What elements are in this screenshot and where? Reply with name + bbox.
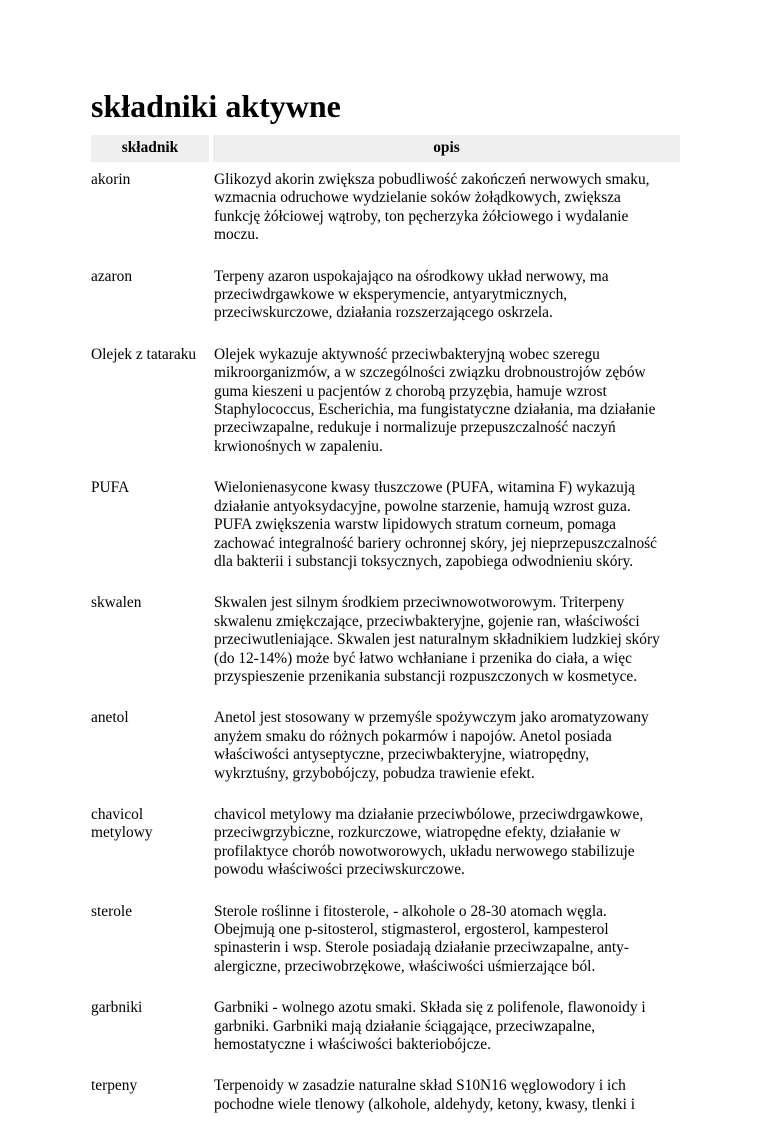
ingredient-name <box>91 259 211 337</box>
description-line: Olejek wykazuje aktywność przeciwbakteryjną wobec szeregu <box>214 345 600 363</box>
ingredient-name-line: azaron <box>91 267 133 285</box>
description-line: Obejmują one p-sitosterol, stigmasterol, ergosterol, kampesterol <box>214 921 609 938</box>
description-line: przeciwgrzybiczne, rozkurczowe, wiatropędne efekty, działanie w <box>214 824 621 842</box>
table-row <box>91 894 680 991</box>
ingredient-name <box>91 894 211 991</box>
table-row <box>91 585 680 700</box>
ingredient-name <box>91 337 211 470</box>
ingredient-name-line: terpeny <box>91 1077 138 1095</box>
ingredient-description <box>211 162 680 259</box>
ingredient-name <box>91 585 211 700</box>
description-line: PUFA zwiększenia warstw lipidowych stratum corneum, pomaga <box>214 516 616 534</box>
table-row <box>91 1068 680 1128</box>
table-row <box>91 700 680 797</box>
ingredient-name <box>91 700 211 797</box>
table-row <box>91 162 680 259</box>
description-line: działanie antyoksydacyjne, powolne starzenie, hamują wzrost guza. <box>214 497 631 515</box>
ingredient-name-line: PUFA <box>91 479 130 497</box>
ingredient-name <box>91 470 211 585</box>
description-line: anyżem smaku do różnych pokarmów i napojów. Anetol posiada <box>214 727 612 745</box>
description-line: Sterole roślinne i fitosterole, - alkohole o 28-30 atomach węgla. <box>214 902 607 920</box>
ingredient-description <box>211 585 680 700</box>
ingredient-description <box>211 990 680 1068</box>
ingredient-name-line: sterole <box>91 902 133 920</box>
description-line: dla bakterii i substancji toksycznych, zapobiega odwodnieniu skóry. <box>214 552 634 570</box>
description-line: przeciwutleniające. Skwalen jest naturalnym składnikiem ludzkiej skóry <box>214 631 660 649</box>
table-row <box>91 990 680 1068</box>
description-line: przeciwdrgawkowe w eksperymencie, antyarytmicznych, <box>214 286 568 304</box>
description-line: Terpeny azaron uspokajająco na ośrodkowy układ nerwowy, ma <box>214 267 609 285</box>
description-line: wykrztuśny, grzybobójczy, pobudza trawienie efekt. <box>214 764 535 782</box>
description-line: przeciwzapalne, redukuje i normalizuje przepuszczalność naczyń <box>214 419 616 437</box>
table-header-row <box>91 135 680 162</box>
description-line: zachować integralność bariery ochronnej skóry, jej nieprzepuszczalność <box>214 534 657 552</box>
ingredient-name-line: akorin <box>91 171 131 188</box>
description-line: chavicol metylowy ma działanie przeciwbólowe, przeciwdrgawkowe, <box>214 805 644 823</box>
column-header-name: składnik <box>91 135 211 162</box>
description-line: Glikozyd akorin zwiększa pobudliwość zakończeń nerwowych smaku, <box>214 171 650 188</box>
description-line: spinasterin i wsp. Sterole posiadają działanie przeciwzapalne, anty- <box>214 939 629 957</box>
ingredient-name <box>91 990 211 1068</box>
ingredient-description <box>211 1068 680 1128</box>
description-line: (do 12-14%) może być łatwo wchłaniane i przenika do ciała, a więc <box>214 649 632 667</box>
description-line: Anetol jest stosowany w przemyśle spożywczym jako aromatyzowany <box>214 709 649 727</box>
ingredient-name-line: chavicol <box>91 805 144 823</box>
description-line: guma kieszeni u pacjentów z chorobą przyzębia, hamuje wzrost <box>214 382 607 400</box>
ingredient-description <box>211 797 680 894</box>
description-line: skwalenu zmiękczające, przeciwbakteryjne, gojenie ran, właściwości <box>214 612 640 630</box>
description-line: krwionośnych w zapaleniu. <box>214 437 383 455</box>
description-line: powodu właściwości przeciwskurczowe. <box>214 861 465 879</box>
ingredient-description <box>211 894 680 991</box>
description-line: właściwości antyseptyczne, przeciwbakteryjne, wiatropędny, <box>214 746 590 764</box>
table-row <box>91 797 680 894</box>
ingredient-description <box>211 470 680 585</box>
page-title: składniki aktywne <box>91 88 341 124</box>
table-row <box>91 337 680 470</box>
ingredient-description <box>211 337 680 470</box>
description-line: Garbniki - wolnego azotu smaki. Składa się z polifenole, flawonoidy i <box>214 999 646 1017</box>
description-line: przyspieszenie przenikania substancji rozpuszczonych w kosmetyce. <box>214 667 638 685</box>
description-line: profilaktyce chorób nowotworowych, układu nerwowego stabilizuje <box>214 842 635 860</box>
ingredient-name-line: skwalen <box>91 594 142 612</box>
description-line: mikroorganizmów, a w szczególności związku drobnoustrojów zębów <box>214 364 646 382</box>
description-line: pochodne wiele tlenowy (alkohole, aldehydy, ketony, kwasy, tlenki i <box>214 1095 635 1113</box>
description-line: Terpenoidy w zasadzie naturalne skład S10N16 węglowodory i ich <box>214 1077 626 1095</box>
table-row <box>91 259 680 337</box>
description-line: wzmacnia odruchowe wydzielanie soków żołądkowych, zwiększa <box>214 189 621 207</box>
description-line: Skwalen jest silnym środkiem przeciwnowotworowym. Triterpeny <box>214 594 625 612</box>
ingredient-description <box>211 700 680 797</box>
description-line: hemostatyczne i właściwości bakteriobójcze. <box>214 1036 491 1054</box>
ingredient-description <box>211 259 680 337</box>
table-row <box>91 470 680 585</box>
ingredient-name <box>91 797 211 894</box>
description-line: moczu. <box>214 226 259 244</box>
ingredient-name-line: Olejek z tataraku <box>91 345 197 363</box>
description-line: Wielonienasycone kwasy tłuszczowe (PUFA, witamina F) wykazują <box>214 479 635 497</box>
description-line: przeciwskurczowe, działania rozszerzającego oskrzela. <box>214 304 553 322</box>
ingredient-name-line: garbniki <box>91 999 143 1017</box>
description-line: alergiczne, przeciwobrzękowe, właściwości uśmierzające ból. <box>214 957 596 975</box>
ingredient-name <box>91 162 211 259</box>
description-line: Staphylococcus, Escherichia, ma fungistatyczne działania, ma działanie <box>214 401 656 419</box>
table-body <box>91 162 680 1128</box>
description-line: garbniki. Garbniki mają działanie ściągające, przeciwzapalne, <box>214 1017 596 1035</box>
column-header-description: opis <box>211 135 680 162</box>
ingredient-name-line: anetol <box>91 709 129 727</box>
ingredients-table <box>91 135 680 1128</box>
ingredient-name-line: metylowy <box>91 824 153 842</box>
ingredient-name <box>91 1068 211 1128</box>
description-line: funkcję żółciowej wątroby, ton pęcherzyka żółciowego i wydalanie <box>214 207 629 225</box>
